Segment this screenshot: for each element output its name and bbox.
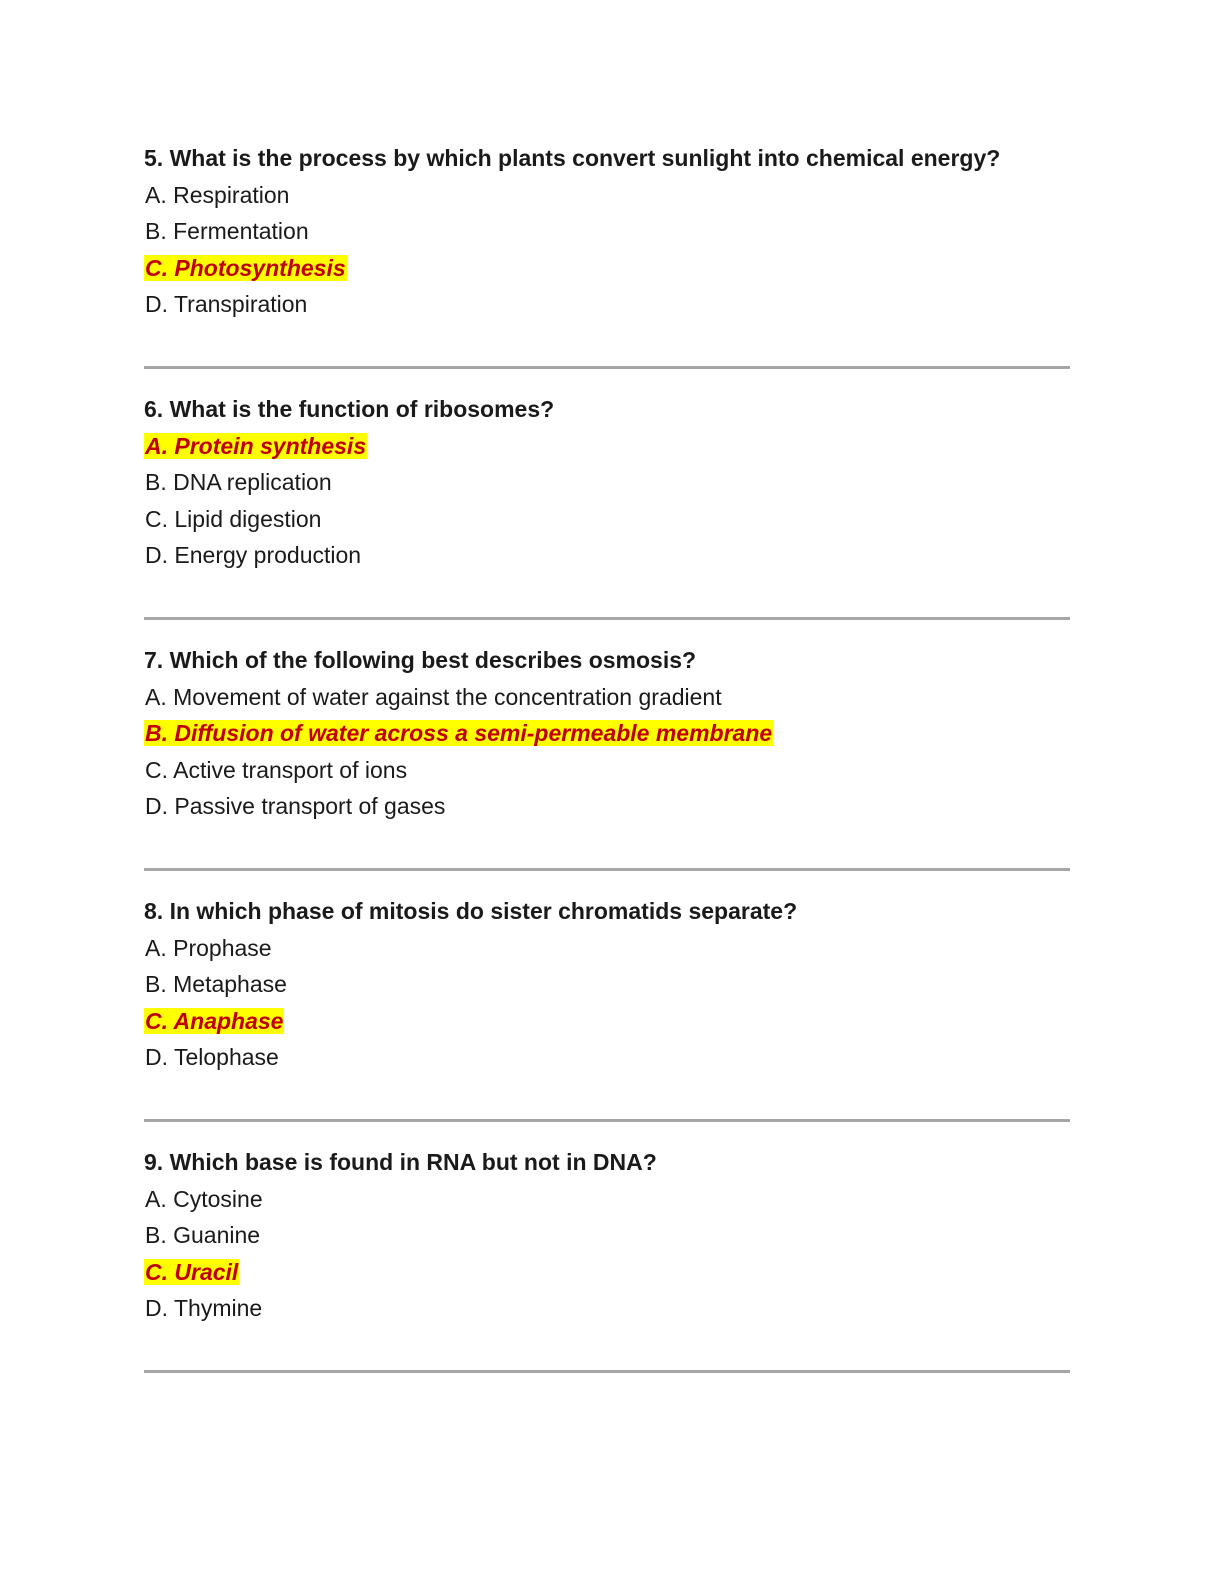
option-d: D. Thymine [145,1295,263,1321]
option-a: A. Respiration [145,181,290,208]
option-d: D. Passive transport of gases [145,793,446,819]
option-a: A. Movement of water against the concentration gradient [145,683,722,710]
option-c: C. Lipid digestion [145,505,322,532]
divider [144,617,1070,620]
divider [144,366,1070,369]
question-text: 8. In which phase of mitosis do sister chromatids separate? [144,898,798,924]
option-c: C. Active transport of ions [145,756,408,783]
correct-answer-option-a: A. Protein synthesis [145,432,367,459]
option-a: A. Cytosine [145,1185,263,1212]
option-d: D. Transpiration [145,291,308,317]
correct-answer-option-b: B. Diffusion of water across a semi-permeable membrane [145,720,773,746]
option-d: D. Telophase [145,1044,279,1070]
option-b: B. DNA replication [145,469,332,495]
question-text: 6. What is the function of ribosomes? [144,396,555,422]
question-block-8 [144,893,1070,1144]
divider [144,1370,1070,1373]
correct-answer-option-c: C. Anaphase [145,1007,284,1034]
divider [144,868,1070,871]
option-a: A. Prophase [145,934,272,961]
option-b: B. Metaphase [145,971,287,997]
option-b: B. Guanine [145,1222,261,1248]
question-text: 9. Which base is found in RNA but not in DNA? [144,1149,657,1175]
question-text: 7. Which of the following best describes osmosis? [144,647,697,673]
correct-answer-option-c: C. Photosynthesis [145,254,346,281]
question-block-9 [144,1144,1070,1395]
question-block-5 [144,140,1070,391]
question-block-7 [144,642,1070,893]
option-b: B. Fermentation [145,218,309,244]
quiz-page [144,140,1070,1395]
correct-answer-option-c: C. Uracil [145,1258,239,1285]
question-block-6 [144,391,1070,642]
divider [144,1119,1070,1122]
option-d: D. Energy production [145,542,362,568]
question-text: 5. What is the process by which plants convert sunlight into chemical energy? [144,145,1001,171]
